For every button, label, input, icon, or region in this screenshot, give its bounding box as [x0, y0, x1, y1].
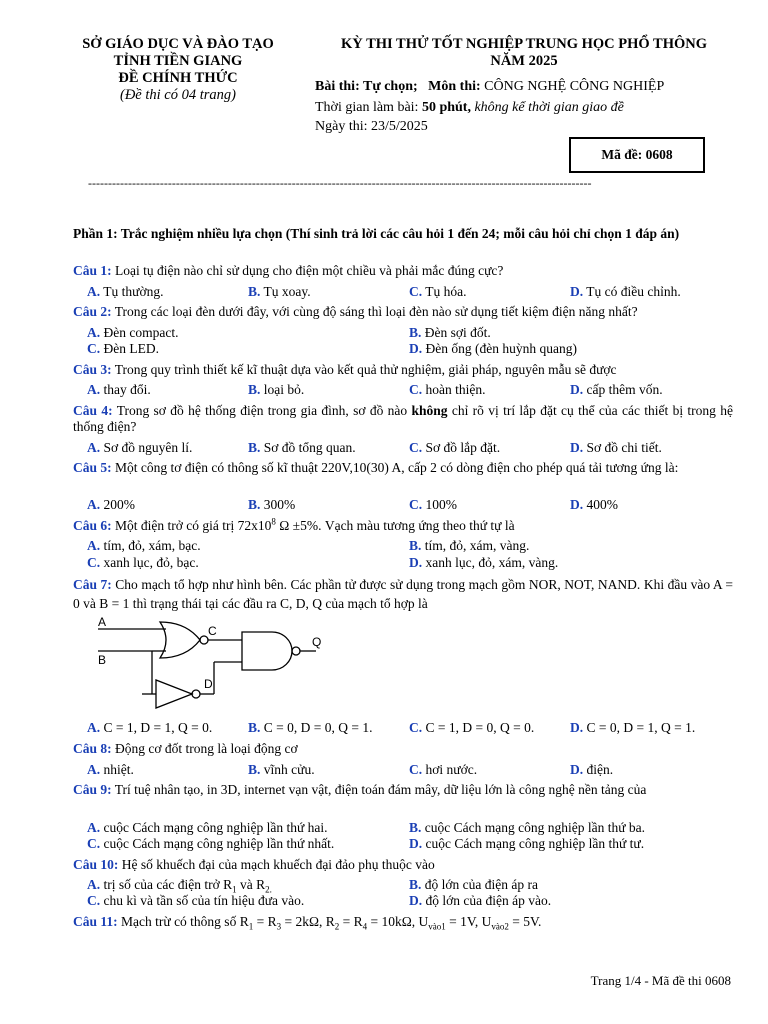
question-10: Câu 10: Hệ số khuếch đại của mạch khuếch đại đảo phụ thuộc vào	[73, 857, 435, 872]
q4-option-b[interactable]: B. Sơ đồ tổng quan.	[248, 440, 356, 455]
q8-option-b[interactable]: B. vĩnh cửu.	[248, 762, 315, 777]
q8-option-d[interactable]: D. điện.	[570, 762, 614, 777]
q5-option-a[interactable]: A. 200%	[87, 497, 135, 512]
q3-option-d[interactable]: D. cấp thêm vốn.	[570, 382, 663, 397]
q4-option-a[interactable]: A. Sơ đồ nguyên lí.	[87, 440, 193, 455]
question-5: Câu 5: Một công tơ điện có thông số kĩ thuật 220V,10(30) A, cấp 2 có dòng điện cho phép quá tải tương ứng là:	[73, 460, 679, 475]
q1-option-a[interactable]: A. Tụ thường.	[87, 284, 164, 299]
question-11: Câu 11: Mạch trừ có thông số $R_1 = R_3 = 2k\Omega$, $R_2 = R_4 = 10k\Omega$, $U_{vào1} = 1V$, $U_{vào2} = 5V$.	[73, 914, 542, 932]
time-line: Thời gian làm bài: 50 phút, không kể thời gian giao đề	[315, 100, 624, 115]
q2-option-d[interactable]: D. Đèn ống (đèn huỳnh quang)	[409, 341, 577, 356]
circuit-label-b: B	[98, 653, 107, 667]
q5-option-c[interactable]: C. 100%	[409, 497, 457, 512]
subject-line: Bài thi: Tự chọn; Môn thi: CÔNG NGHỆ CÔNG NGHIỆP	[315, 79, 665, 94]
q9-option-b[interactable]: B. cuộc Cách mạng công nghiệp lần thứ ba.	[409, 820, 646, 835]
q8-option-c[interactable]: C. hơi nước.	[409, 762, 478, 777]
question-7: Câu 7: Cho mạch tổ hợp như hình bên. Các phần tử được sử dụng trong mạch gồm NOR, NOT, NAND. Khi đầu vào A = 0 và B = 1 thì trạng thái tại các đầu ra C, D, Q của mạch tổ hợp là	[73, 577, 733, 611]
q3-option-c[interactable]: C. hoàn thiện.	[409, 382, 486, 397]
q9-option-a[interactable]: A. cuộc Cách mạng công nghiệp lần thứ hai.	[87, 820, 328, 835]
q6-option-c[interactable]: C. xanh lục, đỏ, bạc.	[87, 555, 199, 570]
q6-option-b[interactable]: B. tím, đỏ, xám, vàng.	[409, 538, 530, 553]
q2-option-b[interactable]: B. Đèn sợi đốt.	[409, 325, 491, 340]
q6-option-d[interactable]: D. xanh lục, đỏ, xám, vàng.	[409, 555, 559, 570]
q7-option-b[interactable]: B. C = 0, D = 0, Q = 1.	[248, 720, 373, 735]
department-name: SỞ GIÁO DỤC VÀ ĐÀO TẠO	[82, 36, 274, 52]
question-8: Câu 8: Động cơ đốt trong là loại động cơ	[73, 741, 298, 756]
exam-date: Ngày thi: 23/5/2025	[315, 119, 428, 134]
logic-circuit-diagram	[94, 614, 334, 714]
page-footer: Trang 1/4 - Mã đề thi 0608	[590, 973, 731, 988]
part1-title: Phần 1: Trắc nghiệm nhiều lựa chọn (Thí sinh trả lời các câu hỏi 1 đến 24; mỗi câu hỏi chỉ chọn 1 đáp án)	[73, 226, 680, 241]
q3-option-a[interactable]: A. thay đổi.	[87, 382, 151, 397]
official-label: ĐỀ CHÍNH THỨC	[118, 70, 238, 86]
circuit-label-q: Q	[312, 635, 322, 649]
q9-option-d[interactable]: D. cuộc Cách mạng công nghiệp lần thứ tư.	[409, 836, 645, 851]
q2-option-a[interactable]: A. Đèn compact.	[87, 325, 179, 340]
q10-option-c[interactable]: C. chu kì và tần số của tín hiệu đưa vào.	[87, 893, 305, 908]
q1-option-b[interactable]: B. Tụ xoay.	[248, 284, 311, 299]
exam-title: KỲ THI THỬ TỐT NGHIỆP TRUNG HỌC PHỔ THÔNG	[340, 36, 708, 52]
circuit-label-a: A	[98, 615, 107, 629]
q10-option-d[interactable]: D. độ lớn của điện áp vào.	[409, 893, 552, 908]
q3-option-b[interactable]: B. loại bỏ.	[248, 382, 305, 397]
q10-option-b[interactable]: B. độ lớn của điện áp ra	[409, 877, 538, 892]
question-3: Câu 3: Trong quy trình thiết kế kĩ thuật dựa vào kết quả thử nghiệm, giải pháp, nguyên mẫu sẽ được	[73, 362, 617, 377]
q4-option-c[interactable]: C. Sơ đồ lắp đặt.	[409, 440, 501, 455]
question-9: Câu 9: Trí tuệ nhân tạo, in 3D, internet vạn vật, điện toán đám mây, dữ liệu lớn là công nghệ nền tảng của	[73, 782, 647, 797]
q1-option-c[interactable]: C. Tụ hóa.	[409, 284, 467, 299]
q8-option-a[interactable]: A. nhiệt.	[87, 762, 134, 777]
question-6: Câu 6: Một điện trở có giá trị $72x10^8$ Ω ±5%. Vạch màu tương ứng theo thứ tự là	[73, 516, 515, 533]
page-count-note: (Đề thi có 04 trang)	[120, 87, 236, 103]
exam-year: NĂM 2025	[490, 53, 558, 69]
circuit-label-d: D	[204, 677, 213, 691]
circuit-label-c: C	[208, 624, 217, 638]
q7-option-a[interactable]: A. C = 1, D = 1, Q = 0.	[87, 720, 213, 735]
q7-option-d[interactable]: D. C = 0, D = 1, Q = 1.	[570, 720, 696, 735]
q5-option-b[interactable]: B. 300%	[248, 497, 296, 512]
separator-line: ------------------------------------------------------------------------------------------------------------------------------	[88, 176, 592, 190]
question-2: Câu 2: Trong các loại đèn dưới đây, với cùng độ sáng thì loại đèn nào sử dụng tiết kiệm điện năng nhất?	[73, 304, 638, 319]
q1-option-d[interactable]: D. Tụ có điều chỉnh.	[570, 284, 681, 299]
subject-name: CÔNG NGHỆ CÔNG NGHIỆP	[484, 79, 665, 94]
q2-option-c[interactable]: C. Đèn LED.	[87, 341, 159, 356]
q10-option-a[interactable]: A. trị số của các điện trở $R_1$ và $R_{2.}$	[87, 877, 272, 895]
q9-option-c[interactable]: C. cuộc Cách mạng công nghiệp lần thứ nhất.	[87, 836, 335, 851]
exam-code-box: Mã đề: 0608	[569, 137, 705, 173]
q6-option-a[interactable]: A. tím, đỏ, xám, bạc.	[87, 538, 201, 553]
question-4: Câu 4: Trong sơ đồ hệ thống điện trong gia đình, sơ đồ nào không chỉ rõ vị trí lắp đặt cụ thể của các thiết bị trong hệ thống điện?	[73, 403, 733, 434]
q4-option-d[interactable]: D. Sơ đồ chi tiết.	[570, 440, 662, 455]
question-1: Câu 1: Loại tụ điện nào chỉ sử dụng cho điện một chiều và phải mắc đúng cực?	[73, 263, 504, 278]
province-name: TỈNH TIỀN GIANG	[113, 53, 243, 69]
q5-option-d[interactable]: D. 400%	[570, 497, 618, 512]
q7-option-c[interactable]: C. C = 1, D = 0, Q = 0.	[409, 720, 535, 735]
